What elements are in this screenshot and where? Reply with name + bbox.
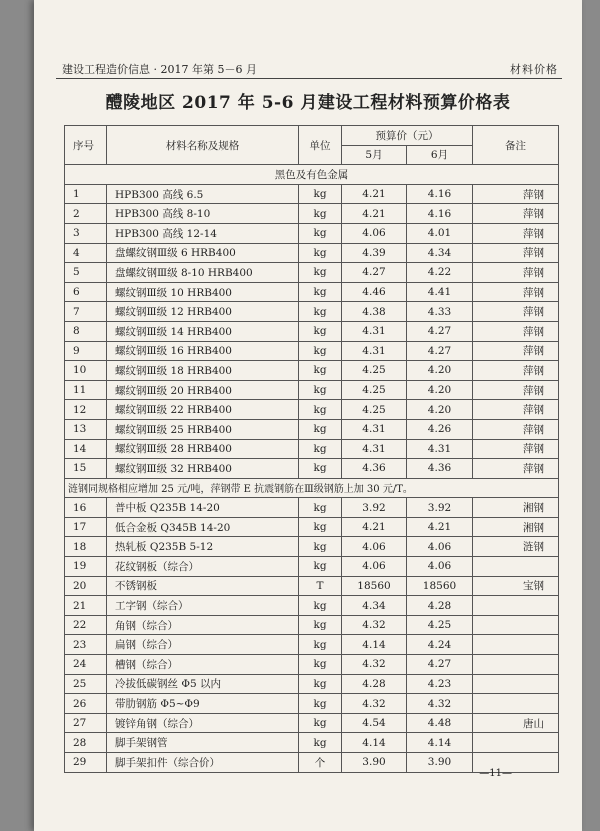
cell-jun-price: 4.22 [407,263,473,283]
cell-name: 螺纹钢Ⅲ级 16 HRB400 [107,341,299,361]
cell-note: 宝钢 [473,576,559,596]
cell-name: 冷拔低碳钢丝 Φ5 以内 [107,674,299,694]
table-row [65,263,559,283]
cell-no: 15 [65,459,107,479]
cell-no: 3 [65,223,107,243]
cell-name: 螺纹钢Ⅲ级 25 HRB400 [107,419,299,439]
cell-jun-price: 4.27 [407,321,473,341]
cell-unit: kg [299,655,342,675]
cell-may-price: 4.54 [342,713,407,733]
table-row [65,223,559,243]
table-row [65,655,559,675]
cell-note [473,557,559,577]
cell-may-price: 4.25 [342,361,407,381]
cell-unit: kg [299,557,342,577]
table-row [65,341,559,361]
table-row [65,498,559,518]
cell-unit: kg [299,361,342,381]
cell-no: 13 [65,419,107,439]
cell-jun-price: 4.14 [407,733,473,753]
table-row [65,243,559,263]
cell-no: 12 [65,400,107,420]
cell-may-price: 4.21 [342,517,407,537]
running-header [56,58,562,79]
cell-unit: kg [299,635,342,655]
cell-note [473,733,559,753]
cell-no: 23 [65,635,107,655]
cell-unit: kg [299,419,342,439]
cell-note [473,674,559,694]
cell-jun-price: 4.36 [407,459,473,479]
price-table [64,125,559,773]
cell-no: 10 [65,361,107,381]
cell-unit: kg [299,380,342,400]
table-row [65,439,559,459]
cell-name: HPB300 高线 6.5 [107,184,299,204]
cell-no: 5 [65,263,107,283]
cell-note: 萍钢 [473,380,559,400]
cell-jun-price: 4.26 [407,419,473,439]
cell-unit: kg [299,204,342,224]
cell-name: 螺纹钢Ⅲ级 12 HRB400 [107,302,299,322]
cell-note: 萍钢 [473,341,559,361]
cell-no: 18 [65,537,107,557]
cell-may-price: 4.46 [342,282,407,302]
document-page [34,0,582,831]
cell-may-price: 4.06 [342,537,407,557]
table-row [65,321,559,341]
cell-note: 萍钢 [473,243,559,263]
cell-name: 盘螺纹钢Ⅲ级 8-10 HRB400 [107,263,299,283]
cell-may-price: 4.21 [342,184,407,204]
cell-note: 萍钢 [473,204,559,224]
cell-no: 17 [65,517,107,537]
cell-no: 28 [65,733,107,753]
cell-unit: kg [299,459,342,479]
cell-unit: kg [299,400,342,420]
cell-note: 萍钢 [473,263,559,283]
cell-jun-price: 4.23 [407,674,473,694]
cell-may-price: 4.38 [342,302,407,322]
cell-unit: kg [299,184,342,204]
section-row [65,165,559,185]
table-row [65,615,559,635]
cell-may-price: 3.92 [342,498,407,518]
cell-no: 22 [65,615,107,635]
cell-may-price: 4.34 [342,596,407,616]
cell-jun-price: 4.06 [407,557,473,577]
cell-jun-price: 4.27 [407,655,473,675]
cell-unit: kg [299,263,342,283]
header-publication: 建设工程造价信息 · 2017 年第 5－6 月 [62,63,257,76]
cell-name: 脚手架扣件（综合价） [107,753,299,773]
cell-jun-price: 4.32 [407,694,473,714]
cell-name: 扁钢（综合） [107,635,299,655]
cell-may-price: 3.90 [342,753,407,773]
cell-unit: T [299,576,342,596]
cell-no: 11 [65,380,107,400]
cell-name: HPB300 高线 12-14 [107,223,299,243]
cell-unit: kg [299,517,342,537]
cell-jun-price: 18560 [407,576,473,596]
table-row [65,517,559,537]
table-row [65,674,559,694]
cell-note: 萍钢 [473,361,559,381]
cell-no: 27 [65,713,107,733]
cell-note: 萍钢 [473,321,559,341]
col-header-note: 备注 [473,126,559,165]
cell-note [473,615,559,635]
cell-may-price: 4.14 [342,635,407,655]
cell-unit: kg [299,674,342,694]
cell-note [473,655,559,675]
cell-may-price: 18560 [342,576,407,596]
cell-jun-price: 4.16 [407,204,473,224]
cell-unit: kg [299,537,342,557]
cell-unit: kg [299,694,342,714]
cell-no: 24 [65,655,107,675]
cell-unit: kg [299,302,342,322]
cell-may-price: 4.31 [342,419,407,439]
cell-unit: kg [299,615,342,635]
table-row [65,596,559,616]
cell-no: 1 [65,184,107,204]
cell-note [473,596,559,616]
cell-name: 螺纹钢Ⅲ级 22 HRB400 [107,400,299,420]
cell-no: 20 [65,576,107,596]
cell-jun-price: 4.24 [407,635,473,655]
cell-no: 4 [65,243,107,263]
cell-jun-price: 3.92 [407,498,473,518]
cell-note [473,694,559,714]
col-header-jun: 6月 [407,145,473,165]
cell-no: 16 [65,498,107,518]
table-row [65,380,559,400]
cell-name: 镀锌角钢（综合） [107,713,299,733]
cell-may-price: 4.28 [342,674,407,694]
table-header-row [65,126,559,146]
cell-no: 21 [65,596,107,616]
cell-no: 19 [65,557,107,577]
cell-unit: kg [299,243,342,263]
cell-jun-price: 4.20 [407,400,473,420]
cell-no: 2 [65,204,107,224]
cell-name: 带肋钢筋 Φ5~Φ9 [107,694,299,714]
cell-jun-price: 4.20 [407,361,473,381]
cell-jun-price: 4.34 [407,243,473,263]
col-header-name: 材料名称及规格 [107,126,299,165]
cell-no: 7 [65,302,107,322]
cell-may-price: 4.25 [342,400,407,420]
cell-jun-price: 4.48 [407,713,473,733]
table-row [65,459,559,479]
page-title: 醴陵地区 2017 年 5-6 月建设工程材料预算价格表 [105,93,511,113]
cell-unit: kg [299,439,342,459]
cell-note: 萍钢 [473,282,559,302]
cell-may-price: 4.36 [342,459,407,479]
cell-no: 25 [65,674,107,694]
cell-jun-price: 4.31 [407,439,473,459]
cell-jun-price: 4.41 [407,282,473,302]
table-row [65,184,559,204]
cell-may-price: 4.27 [342,263,407,283]
cell-name: 螺纹钢Ⅲ级 10 HRB400 [107,282,299,302]
table-row [65,733,559,753]
table-note: 涟钢同规格相应增加 25 元/吨，萍钢带 E 抗震钢筋在Ⅲ级钢筋上加 30 元/T。 [65,478,559,498]
cell-note: 湘钢 [473,517,559,537]
cell-name: 螺纹钢Ⅲ级 20 HRB400 [107,380,299,400]
cell-note: 萍钢 [473,419,559,439]
cell-unit: kg [299,341,342,361]
cell-note: 萍钢 [473,184,559,204]
cell-name: 脚手架钢管 [107,733,299,753]
cell-no: 26 [65,694,107,714]
cell-name: 普中板 Q235B 14-20 [107,498,299,518]
cell-note: 萍钢 [473,459,559,479]
note-row [65,478,559,498]
cell-jun-price: 4.33 [407,302,473,322]
header-section: 材料价格 [510,63,558,76]
table-row [65,204,559,224]
table-row [65,282,559,302]
cell-name: 螺纹钢Ⅲ级 14 HRB400 [107,321,299,341]
table-row [65,537,559,557]
col-header-unit: 单位 [299,126,342,165]
cell-may-price: 4.14 [342,733,407,753]
cell-may-price: 4.31 [342,439,407,459]
cell-jun-price: 4.21 [407,517,473,537]
cell-name: 角钢（综合） [107,615,299,635]
cell-jun-price: 4.28 [407,596,473,616]
cell-jun-price: 4.16 [407,184,473,204]
cell-unit: kg [299,733,342,753]
cell-no: 6 [65,282,107,302]
cell-may-price: 4.06 [342,557,407,577]
table-row [65,419,559,439]
cell-may-price: 4.21 [342,204,407,224]
table-body [65,165,559,772]
cell-name: 螺纹钢Ⅲ级 18 HRB400 [107,361,299,381]
cell-note: 萍钢 [473,302,559,322]
cell-unit: kg [299,282,342,302]
cell-name: 槽钢（综合） [107,655,299,675]
cell-no: 9 [65,341,107,361]
cell-may-price: 4.31 [342,321,407,341]
cell-note: 萍钢 [473,400,559,420]
cell-name: 工字钢（综合） [107,596,299,616]
cell-note: 萍钢 [473,439,559,459]
cell-may-price: 4.31 [342,341,407,361]
cell-may-price: 4.32 [342,615,407,635]
cell-no: 29 [65,753,107,773]
table-row [65,635,559,655]
col-header-price: 预算价（元） [342,126,473,146]
cell-unit: kg [299,498,342,518]
cell-unit: 个 [299,753,342,773]
cell-name: 花纹钢板（综合） [107,557,299,577]
cell-no: 14 [65,439,107,459]
cell-may-price: 4.25 [342,380,407,400]
cell-jun-price: 4.20 [407,380,473,400]
col-header-no: 序号 [65,126,107,165]
cell-may-price: 4.06 [342,223,407,243]
page-number: —11— [479,768,512,779]
cell-note: 萍钢 [473,223,559,243]
cell-jun-price: 4.25 [407,615,473,635]
table-row [65,576,559,596]
table-row [65,302,559,322]
cell-note: 涟钢 [473,537,559,557]
cell-name: 热轧板 Q235B 5-12 [107,537,299,557]
table-row [65,713,559,733]
cell-name: 不锈钢板 [107,576,299,596]
cell-unit: kg [299,596,342,616]
cell-unit: kg [299,713,342,733]
table-row [65,361,559,381]
table-row [65,694,559,714]
cell-no: 8 [65,321,107,341]
table-row [65,400,559,420]
cell-note: 湘钢 [473,498,559,518]
cell-unit: kg [299,321,342,341]
table-row [65,557,559,577]
cell-name: 低合金板 Q345B 14-20 [107,517,299,537]
cell-may-price: 4.32 [342,694,407,714]
cell-may-price: 4.39 [342,243,407,263]
section-title: 黑色及有色金属 [65,165,559,185]
cell-name: 盘螺纹钢Ⅲ级 6 HRB400 [107,243,299,263]
cell-jun-price: 4.27 [407,341,473,361]
cell-jun-price: 4.06 [407,537,473,557]
cell-name: HPB300 高线 8-10 [107,204,299,224]
col-header-may: 5月 [342,145,407,165]
cell-note [473,635,559,655]
cell-may-price: 4.32 [342,655,407,675]
cell-jun-price: 4.01 [407,223,473,243]
cell-name: 螺纹钢Ⅲ级 28 HRB400 [107,439,299,459]
cell-name: 螺纹钢Ⅲ级 32 HRB400 [107,459,299,479]
cell-note: 唐山 [473,713,559,733]
cell-jun-price: 3.90 [407,753,473,773]
cell-unit: kg [299,223,342,243]
